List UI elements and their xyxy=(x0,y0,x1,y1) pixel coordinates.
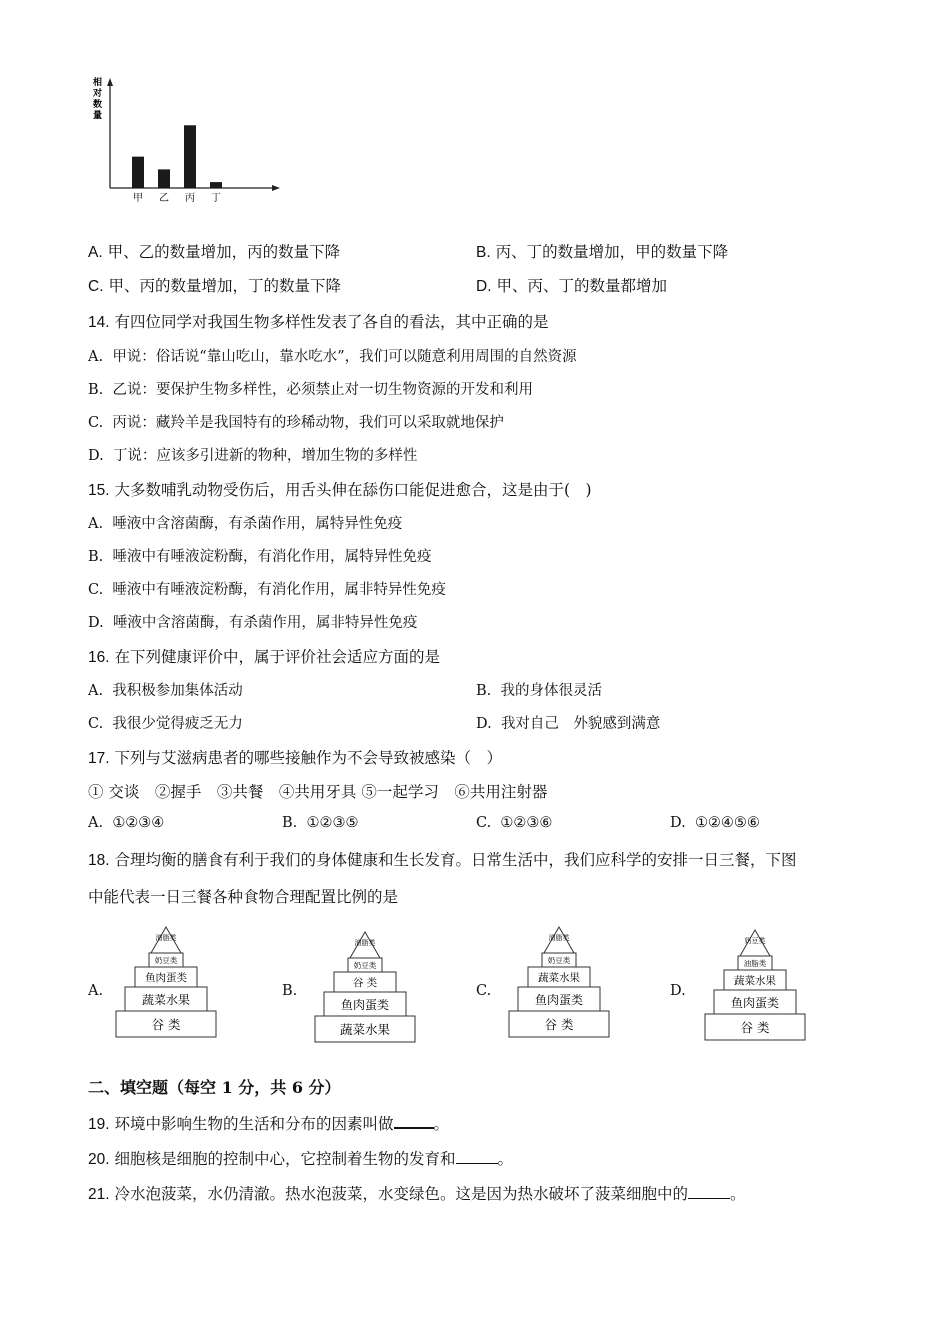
q18-option-d-letter[interactable]: D. xyxy=(670,983,686,999)
question-text: 细胞核是细胞的控制中心，它控制着生物的发育和 xyxy=(114,1150,456,1168)
question-end: 。 xyxy=(730,1185,746,1203)
option-letter: B. xyxy=(88,549,104,565)
option-text: 我对自己 外貌感到满意 xyxy=(500,716,661,732)
option-letter: C. xyxy=(88,278,104,295)
option-letter: B. xyxy=(476,683,492,699)
pyramid-tier-label: 蔬菜水果 xyxy=(538,972,580,984)
question-end: 。 xyxy=(433,1115,450,1133)
q17-stem xyxy=(88,746,502,768)
bar-3 xyxy=(184,125,196,188)
option-text: 丙、丁的数量增加，甲的数量下降 xyxy=(495,243,729,261)
question-number: 15. xyxy=(88,482,110,499)
pyramid-tier-label: 鱼肉蛋类 xyxy=(340,998,390,1012)
pyramid-tier-label: 谷 类 xyxy=(544,1017,574,1032)
q20 xyxy=(88,1147,513,1169)
option-text: 我积极参加集体活动 xyxy=(112,683,243,699)
answer-blank[interactable] xyxy=(394,1113,434,1129)
q15-option-b[interactable] xyxy=(88,545,431,566)
pyramid-tier-label: 油脂类 xyxy=(354,939,376,947)
x-tick-label: 丙 xyxy=(185,193,195,204)
q17-option-c[interactable] xyxy=(476,815,552,831)
option-letter: A. xyxy=(88,244,103,261)
question-text: 冷水泡菠菜，水仍清澈。热水泡菠菜，水变绿色。这是因为热水破坏了菠菜细胞中的 xyxy=(114,1185,689,1203)
option-letter: A. xyxy=(88,683,104,699)
question-number: 21. xyxy=(88,1186,110,1203)
q14-option-a[interactable] xyxy=(88,345,577,366)
option-letter: C. xyxy=(88,415,104,431)
option-letter: D. xyxy=(670,815,686,831)
pyramid-tier-label: 鱼肉蛋类 xyxy=(534,993,584,1007)
q16-option-d[interactable] xyxy=(476,712,660,733)
q18-stem-line2: 中能代表一日三餐各种食物合理配置比例的是 xyxy=(88,888,399,906)
q17-option-b[interactable] xyxy=(282,815,358,831)
answer-blank[interactable] xyxy=(456,1149,498,1164)
option-letter: D. xyxy=(88,448,104,464)
q17-option-a[interactable] xyxy=(88,815,164,831)
q14-option-d[interactable] xyxy=(88,444,417,465)
option-letter: D. xyxy=(88,615,104,631)
question-text: 环境中影响生物的生活和分布的因素叫做 xyxy=(114,1115,394,1133)
q21 xyxy=(88,1182,746,1204)
option-text: 唾液中含溶菌酶，有杀菌作用，属特异性免疫 xyxy=(112,516,403,532)
q13-option-c[interactable] xyxy=(88,274,341,296)
x-tick-label: 甲 xyxy=(133,193,143,204)
option-letter: C. xyxy=(476,815,492,831)
option-text: 丁说：应该多引进新的物种，增加生物的多样性 xyxy=(112,448,418,464)
q14-option-b[interactable] xyxy=(88,378,533,399)
question-number: 14. xyxy=(88,314,110,331)
q14-stem xyxy=(88,310,549,332)
option-letter: D. xyxy=(476,278,492,295)
pyramid-tier-label: 谷 类 xyxy=(352,977,378,989)
pyramid-tier-label: 油脂类 xyxy=(548,934,570,942)
chart-svg xyxy=(80,70,290,210)
q18-option-c-letter[interactable]: C. xyxy=(476,983,492,999)
food-pyramid-a[interactable] xyxy=(113,925,219,1043)
pyramid-tier-label: 鱼肉蛋类 xyxy=(145,972,187,984)
pyramid-tier-label: 鱼肉蛋类 xyxy=(730,996,780,1010)
option-letter: C. xyxy=(88,716,104,732)
food-pyramid-c[interactable] xyxy=(506,925,612,1043)
pyramid-tier-label: 蔬菜水果 xyxy=(734,975,776,987)
question-text: 合理均衡的膳食有利于我们的身体健康和生长发育。日常生活中，我们应科学的安排一日三餐，下图 xyxy=(114,851,797,869)
q19 xyxy=(88,1112,449,1134)
option-text: 甲、丙的数量增加，丁的数量下降 xyxy=(108,277,341,295)
option-letter: B. xyxy=(282,815,298,831)
option-text: 甲、丙、丁的数量都增加 xyxy=(496,277,667,295)
question-text: 大多数哺乳动物受伤后，用舌头伸在舔伤口能促进愈合，这是由于( ) xyxy=(114,481,592,499)
option-text: 乙说：要保护生物多样性，必须禁止对一切生物资源的开发和利用 xyxy=(112,382,533,398)
option-text: 唾液中含溶菌酶，有杀菌作用，属非特异性免疫 xyxy=(112,615,418,631)
x-axis-arrow xyxy=(272,185,280,191)
pyramid-tier-label: 谷 类 xyxy=(740,1020,770,1035)
q17-option-d[interactable] xyxy=(670,815,760,831)
question-text: 在下列健康评价中，属于评价社会适应方面的是 xyxy=(114,648,441,666)
q13-option-b[interactable] xyxy=(476,240,728,262)
answer-blank[interactable] xyxy=(688,1184,730,1199)
pyramid-tier-label: 蔬菜水果 xyxy=(141,993,191,1007)
q16-option-b[interactable] xyxy=(476,679,602,700)
population-bar-chart xyxy=(80,70,290,210)
question-text: 有四位同学对我国生物多样性发表了各自的看法，其中正确的是 xyxy=(114,313,549,331)
option-text: ①②③⑤ xyxy=(306,815,359,831)
q14-option-c[interactable] xyxy=(88,411,504,432)
option-letter: B. xyxy=(476,244,491,261)
q15-option-c[interactable] xyxy=(88,578,446,599)
question-number: 17. xyxy=(88,750,110,767)
option-letter: A. xyxy=(88,349,104,365)
option-letter: B. xyxy=(88,382,104,398)
q18-option-a-letter[interactable]: A. xyxy=(88,983,104,999)
question-number: 19. xyxy=(88,1116,110,1133)
option-letter: D. xyxy=(476,716,492,732)
option-text: 唾液中有唾液淀粉酶，有消化作用，属特异性免疫 xyxy=(112,549,432,565)
q16-option-c[interactable] xyxy=(88,712,243,733)
question-end: 。 xyxy=(497,1150,514,1168)
bar-4 xyxy=(210,182,222,188)
question-text: 下列与艾滋病患者的哪些接触作为不会导致被感染（ ） xyxy=(114,749,503,767)
q16-stem xyxy=(88,645,440,667)
pyramid-tier-label: 油脂类 xyxy=(155,934,177,942)
x-tick-label: 丁 xyxy=(211,193,221,204)
pyramid-tier-label: 奶豆类 xyxy=(744,937,766,945)
q15-option-a[interactable] xyxy=(88,512,402,533)
option-letter: C. xyxy=(88,582,104,598)
option-text: 唾液中有唾液淀粉酶，有消化作用，属非特异性免疫 xyxy=(112,582,446,598)
option-text: ①②③④ xyxy=(112,815,165,831)
q13-option-a[interactable] xyxy=(88,240,340,262)
q18-stem-line1 xyxy=(88,848,797,870)
section-title: 二、填空题（每空 1 分，共 6 分） xyxy=(88,1078,341,1097)
pyramid-tier-label: 谷 类 xyxy=(151,1017,181,1032)
q15-stem xyxy=(88,478,592,500)
x-tick-label: 乙 xyxy=(159,193,169,204)
option-text: 丙说：藏羚羊是我国特有的珍稀动物，我们可以采取就地保护 xyxy=(112,415,504,431)
option-letter: A. xyxy=(88,815,104,831)
option-text: ①②③⑥ xyxy=(500,815,553,831)
bar-1 xyxy=(132,157,144,188)
pyramid-tier-label: 奶豆类 xyxy=(154,956,178,965)
food-pyramid-b[interactable] xyxy=(312,930,418,1048)
option-text: 我很少觉得疲乏无力 xyxy=(112,716,243,732)
option-text: 甲说：俗话说“靠山吃山，靠水吃水”，我们可以随意利用周围的自然资源 xyxy=(112,349,577,365)
option-letter: A. xyxy=(88,516,104,532)
question-number: 16. xyxy=(88,649,110,666)
question-number: 20. xyxy=(88,1151,110,1168)
q17-items: ① 交谈 ②握手 ③共餐 ④共用牙具 ⑤一起学习 ⑥共用注射器 xyxy=(88,783,548,801)
option-text: 甲、乙的数量增加，丙的数量下降 xyxy=(107,243,341,261)
q18-option-b-letter[interactable]: B. xyxy=(282,983,298,999)
option-text: ①②④⑤⑥ xyxy=(694,815,760,831)
question-number: 18. xyxy=(88,852,110,869)
pyramid-tier-label: 奶豆类 xyxy=(353,961,377,970)
y-axis-arrow xyxy=(107,78,113,86)
pyramid-tier-label: 奶豆类 xyxy=(547,956,571,965)
y-axis-label: 相对数量 xyxy=(93,78,103,121)
chart-ylabel xyxy=(92,76,102,121)
option-text: 我的身体很灵活 xyxy=(500,683,602,699)
q13-option-d[interactable] xyxy=(476,274,667,296)
pyramid-tier-label: 蔬菜水果 xyxy=(339,1022,391,1037)
bar-2 xyxy=(158,169,170,188)
pyramid-tier-label: 油脂类 xyxy=(743,959,767,968)
food-pyramid-d[interactable] xyxy=(702,928,808,1046)
q15-option-d[interactable] xyxy=(88,611,417,632)
q16-option-a[interactable] xyxy=(88,679,243,700)
